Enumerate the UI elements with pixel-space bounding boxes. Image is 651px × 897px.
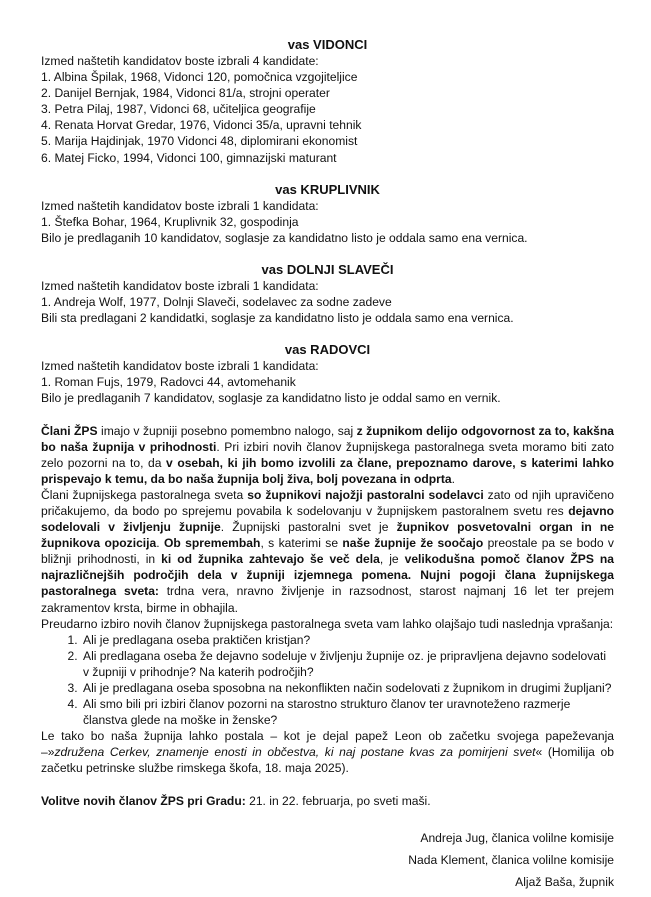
bold-run: z župnikom delijo odgovornost za to, kakšna bo naša župnija v prihodnosti <box>41 423 615 454</box>
text-run: zato od njih upravičeno pričakujemo, da bodo po sprejemu povabila k sodelovanju v župnijskem pastoralnem svetu res <box>41 487 614 518</box>
candidate-item: 2. Danijel Bernjak, 1984, Vidonci 81/a, strojni operater <box>41 86 330 101</box>
section-intro: Izmed naštetih kandidatov boste izbrali 1 kandidata: <box>41 198 319 213</box>
text-run: , je <box>379 552 405 567</box>
question-item: 3. Ali je predlagana oseba sposobna na nekonflikten način sodelovati z župnikom in drugimi župljani? <box>81 680 614 696</box>
spacer <box>41 777 614 793</box>
candidate-item: 4. Renata Horvat Gredar, 1976, Vidonci 35/a, upravni tehnik <box>41 118 362 133</box>
italic-run: združena Cerkev, znamenje enosti in občestva, ki naj postane kvas za pomirjeni svet <box>54 745 536 760</box>
spacer <box>41 246 614 262</box>
section-note: Bilo je predlaganih 7 kandidatov, soglasje za kandidatno listo je oddal samo en vernik. <box>41 391 501 406</box>
text-run: preostale pa se bodo v bližnji prihodnosti, in <box>41 536 614 567</box>
text-run: « (Homilija ob začetku petrinske službe rimskega škofa, 18. maja 2025). <box>41 745 614 776</box>
section-note: Bili sta predlagani 2 kandidatki, soglasje za kandidatno listo je oddala samo ena vernica. <box>41 311 514 326</box>
section-title: vas VIDONCI <box>287 37 368 52</box>
bold-run: naše župnije že soočajo <box>342 536 484 551</box>
bold-run: so župnikovi najožji pastoralni sodelavci <box>247 487 484 502</box>
section-title: vas DOLNJI SLAVEČI <box>261 261 394 277</box>
candidate-item: 1. Andreja Wolf, 1977, Dolnji Slaveči, sodelavec za sodne zadeve <box>41 295 392 310</box>
spacer <box>41 407 614 423</box>
text-run: , s katerimi se <box>260 536 343 551</box>
text-run: . <box>451 471 455 486</box>
candidate-item: 3. Petra Pilaj, 1987, Vidonci 68, učiteljica geografije <box>41 102 316 117</box>
text-run: Le tako bo naša župnija lahko postala – kot je dejal papež Leon ob začetku svojega papeževanja –» <box>41 729 614 760</box>
signature-line: Aljaž Baša, župnik <box>515 874 614 889</box>
section-dolnji-slaveci <box>41 262 614 326</box>
election-label: Volitve novih članov ŽPS pri Gradu: <box>41 793 246 808</box>
bold-run: velikodušna pomoč članov ŽPS na najrazličnejših področjih dela v župniji izjemnega pomena. Nujni pogoji člana župnijskega pastoralnega sveta: <box>41 552 615 599</box>
section-title: vas RADOVCI <box>284 342 371 358</box>
text-run: . <box>156 536 164 551</box>
section-title: vas KRUPLIVNIK <box>275 181 380 197</box>
text-run: . Župnijski pastoralni svet je <box>220 520 397 535</box>
bold-run: ki od župnika zahtevajo še več dela <box>161 552 380 567</box>
spacer <box>41 809 614 827</box>
bold-run: dejavno sodelovali v življenju župnije <box>41 503 614 535</box>
section-kruplivnik <box>41 182 614 246</box>
election-date <box>41 793 614 809</box>
text-run: imajo v župniji posebno pomembno nalogo, saj <box>101 423 357 438</box>
section-note: Bilo je predlaganih 10 kandidatov, soglasje za kandidatno listo je oddala samo ena vernica. <box>41 230 528 245</box>
document-page <box>41 37 614 893</box>
section-intro: Izmed naštetih kandidatov boste izbrali 1 kandidata: <box>41 278 319 293</box>
bold-run: župnikov posvetovalni organ in ne župnikova opozicija <box>41 520 614 551</box>
section-intro: Izmed naštetih kandidatov boste izbrali 1 kandidata: <box>41 359 319 374</box>
section-intro: Izmed naštetih kandidatov boste izbrali 4 kandidate: <box>41 54 319 68</box>
candidate-item: 5. Marija Hajdinjak, 1970 Vidonci 48, diplomirani ekonomist <box>41 134 358 149</box>
questions-list <box>41 632 614 729</box>
signature-line: Nada Klement, članica volilne komisije <box>408 852 614 867</box>
paragraph-pope-quote <box>41 728 614 776</box>
question-item: 4. Ali smo bili pri izbiri članov pozorni na starostno strukturo članov ter uravnoteženo razmerje članstva glede na moške in ženske? <box>81 696 614 728</box>
bold-run: Ob spremembah <box>163 536 261 551</box>
candidate-item: 1. Roman Fujs, 1979, Radovci 44, avtomehanik <box>41 375 296 390</box>
candidate-item: 1. Štefka Bohar, 1964, Kruplivnik 32, gospodinja <box>41 214 299 229</box>
spacer <box>41 326 614 342</box>
election-text: 21. in 22. februarja, po sveti maši. <box>245 793 431 808</box>
bold-run: Člani ŽPS <box>41 423 102 438</box>
question-item: 2. Ali predlagana oseba že dejavno sodeluje v življenju župnije oz. je pripravljena dejavno sodelovati v župniji v prihodnje? Na katerih področjih? <box>81 648 614 680</box>
section-vidonci <box>41 37 614 166</box>
signature-line: Andreja Jug, članica volilne komisije <box>420 830 614 845</box>
bold-run: v osebah, ki jih bomo izvolili za člane, prepoznamo darove, s katerimi lahko prispevajo k temu, da bo naša župnija bolj živa, bolj povezana in odprta <box>41 455 614 486</box>
text-run: Člani župnijskega pastoralnega sveta <box>41 487 248 502</box>
text-run: trdna vera, nravno življenje in razsodnost, starost najmanj 16 let ter prejem zakramentov krsta, birme in obhajila. <box>41 584 615 615</box>
spacer <box>41 166 614 182</box>
section-radovci <box>41 342 614 406</box>
candidate-item: 1. Albina Špilak, 1968, Vidonci 120, pomočnica vzgojiteljice <box>41 70 358 85</box>
paragraph-expectations <box>41 487 614 616</box>
text-run: . Pri izbiri novih članov župnijskega pastoralnega sveta moramo biti zato zelo pozorni na to, da <box>41 439 614 470</box>
signatures <box>41 827 614 893</box>
candidate-item: 6. Matej Ficko, 1994, Vidonci 100, gimnazijski maturant <box>41 150 337 165</box>
paragraph-questions-intro: Preudarno izbiro novih članov župnijskega pastoralnega sveta vam lahko olajšajo tudi naslednja vprašanja: <box>41 616 614 631</box>
question-item: 1. Ali je predlagana oseba praktičen kristjan? <box>81 632 614 648</box>
paragraph-role-of-members <box>41 423 614 487</box>
